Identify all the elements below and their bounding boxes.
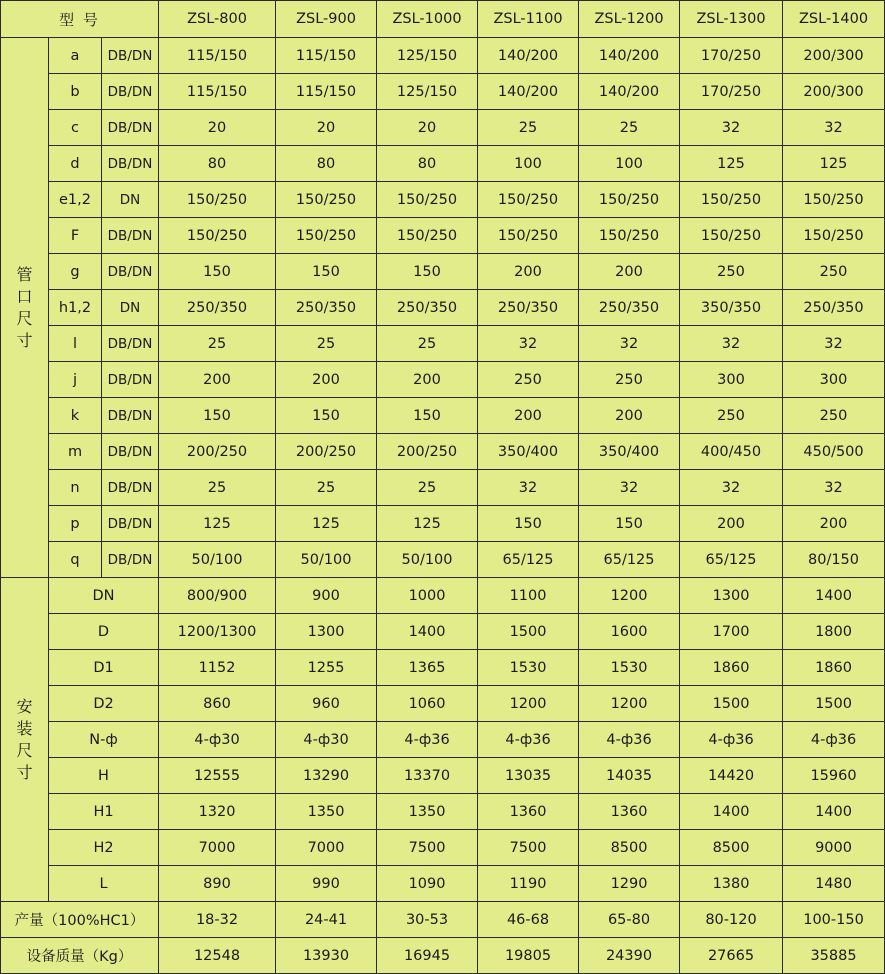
- row-code: a: [49, 38, 102, 74]
- value-cell: 9000: [783, 830, 885, 866]
- value-cell: 1090: [377, 866, 478, 902]
- value-cell: 8500: [680, 830, 783, 866]
- row-code: q: [49, 542, 102, 578]
- value-cell: 150/250: [783, 182, 885, 218]
- value-cell: 32: [478, 470, 579, 506]
- value-cell: 65/125: [680, 542, 783, 578]
- value-cell: 150: [377, 254, 478, 290]
- value-cell: 1200: [579, 686, 680, 722]
- row-unit: DB/DN: [102, 542, 159, 578]
- table-row: [1, 254, 885, 290]
- value-cell: 4-ф36: [783, 722, 885, 758]
- row-code: l: [49, 326, 102, 362]
- value-cell: 400/450: [680, 434, 783, 470]
- value-cell: 350/350: [680, 290, 783, 326]
- value-cell: 1500: [783, 686, 885, 722]
- value-cell: 7000: [276, 830, 377, 866]
- value-cell: 30-53: [377, 902, 478, 938]
- value-cell: 18-32: [159, 902, 276, 938]
- value-cell: 32: [680, 110, 783, 146]
- value-cell: 1480: [783, 866, 885, 902]
- value-cell: 32: [783, 110, 885, 146]
- value-cell: 200: [579, 254, 680, 290]
- value-cell: 150/250: [478, 218, 579, 254]
- value-cell: 4-ф36: [478, 722, 579, 758]
- row-code: h1,2: [49, 290, 102, 326]
- row-code: n: [49, 470, 102, 506]
- value-cell: 25: [377, 470, 478, 506]
- value-cell: 125: [783, 146, 885, 182]
- value-cell: 250/350: [276, 290, 377, 326]
- value-cell: 1300: [680, 578, 783, 614]
- row-code: c: [49, 110, 102, 146]
- value-cell: 150: [579, 506, 680, 542]
- row-code: F: [49, 218, 102, 254]
- value-cell: 200/250: [159, 434, 276, 470]
- value-cell: 150: [377, 398, 478, 434]
- value-cell: 150: [276, 254, 377, 290]
- value-cell: 1300: [276, 614, 377, 650]
- value-cell: 200: [377, 362, 478, 398]
- value-cell: 350/400: [579, 434, 680, 470]
- value-cell: 250: [680, 398, 783, 434]
- value-cell: 150/250: [159, 182, 276, 218]
- value-cell: 1200: [478, 686, 579, 722]
- row-unit: DB/DN: [102, 74, 159, 110]
- row-unit: DN: [102, 290, 159, 326]
- group-label-install-size: 安 装 尺 寸: [1, 578, 49, 902]
- table-row: [1, 290, 885, 326]
- value-cell: 140/200: [579, 38, 680, 74]
- value-cell: 20: [276, 110, 377, 146]
- value-cell: 250/350: [783, 290, 885, 326]
- value-cell: 170/250: [680, 38, 783, 74]
- table-row: [1, 866, 885, 902]
- value-cell: 32: [680, 326, 783, 362]
- value-cell: 20: [159, 110, 276, 146]
- value-cell: 990: [276, 866, 377, 902]
- row-unit: DB/DN: [102, 146, 159, 182]
- value-cell: 200: [159, 362, 276, 398]
- header-title: 型 号: [1, 1, 159, 38]
- footer-row: [1, 902, 885, 938]
- value-cell: 150/250: [478, 182, 579, 218]
- row-code: m: [49, 434, 102, 470]
- value-cell: 1060: [377, 686, 478, 722]
- model-header: ZSL-800: [159, 1, 276, 38]
- value-cell: 65-80: [579, 902, 680, 938]
- value-cell: 14035: [579, 758, 680, 794]
- value-cell: 25: [276, 326, 377, 362]
- value-cell: 1190: [478, 866, 579, 902]
- value-cell: 32: [579, 470, 680, 506]
- value-cell: 1600: [579, 614, 680, 650]
- value-cell: 1400: [783, 794, 885, 830]
- value-cell: 150/250: [680, 218, 783, 254]
- value-cell: 200: [680, 506, 783, 542]
- row-unit: DB/DN: [102, 398, 159, 434]
- value-cell: 1860: [680, 650, 783, 686]
- value-cell: 115/150: [276, 38, 377, 74]
- value-cell: 1350: [276, 794, 377, 830]
- row-unit: DB/DN: [102, 434, 159, 470]
- row-unit: DB/DN: [102, 506, 159, 542]
- table-row: [1, 722, 885, 758]
- table-row: [1, 74, 885, 110]
- value-cell: 13290: [276, 758, 377, 794]
- value-cell: 80-120: [680, 902, 783, 938]
- row-code: D2: [49, 686, 159, 722]
- value-cell: 150/250: [276, 218, 377, 254]
- value-cell: 200: [783, 506, 885, 542]
- row-code: k: [49, 398, 102, 434]
- value-cell: 115/150: [276, 74, 377, 110]
- value-cell: 1860: [783, 650, 885, 686]
- row-code: H2: [49, 830, 159, 866]
- row-code: H: [49, 758, 159, 794]
- value-cell: 13035: [478, 758, 579, 794]
- value-cell: 125/150: [377, 74, 478, 110]
- table-row: [1, 578, 885, 614]
- row-unit: DB/DN: [102, 254, 159, 290]
- value-cell: 24390: [579, 938, 680, 974]
- value-cell: 1152: [159, 650, 276, 686]
- value-cell: 200: [478, 254, 579, 290]
- value-cell: 25: [579, 110, 680, 146]
- table-row: [1, 326, 885, 362]
- value-cell: 1360: [478, 794, 579, 830]
- value-cell: 13930: [276, 938, 377, 974]
- value-cell: 65/125: [478, 542, 579, 578]
- value-cell: 65/125: [579, 542, 680, 578]
- value-cell: 150/250: [276, 182, 377, 218]
- value-cell: 1500: [478, 614, 579, 650]
- table-row: [1, 470, 885, 506]
- row-unit: DB/DN: [102, 218, 159, 254]
- value-cell: 150: [159, 398, 276, 434]
- value-cell: 150/250: [159, 218, 276, 254]
- table-row: [1, 398, 885, 434]
- value-cell: 150: [276, 398, 377, 434]
- value-cell: 125: [159, 506, 276, 542]
- value-cell: 125: [377, 506, 478, 542]
- value-cell: 250/350: [159, 290, 276, 326]
- table-row: [1, 362, 885, 398]
- value-cell: 1100: [478, 578, 579, 614]
- value-cell: 25: [276, 470, 377, 506]
- row-unit: DB/DN: [102, 362, 159, 398]
- header-row: [1, 1, 885, 38]
- row-unit: DN: [102, 182, 159, 218]
- value-cell: 7500: [478, 830, 579, 866]
- value-cell: 960: [276, 686, 377, 722]
- row-unit: DB/DN: [102, 110, 159, 146]
- row-unit: DB/DN: [102, 38, 159, 74]
- value-cell: 450/500: [783, 434, 885, 470]
- value-cell: 150/250: [377, 182, 478, 218]
- value-cell: 1380: [680, 866, 783, 902]
- value-cell: 50/100: [377, 542, 478, 578]
- value-cell: 32: [579, 326, 680, 362]
- value-cell: 32: [783, 470, 885, 506]
- value-cell: 100: [478, 146, 579, 182]
- row-code: e1,2: [49, 182, 102, 218]
- row-code: D1: [49, 650, 159, 686]
- value-cell: 1500: [680, 686, 783, 722]
- value-cell: 32: [478, 326, 579, 362]
- value-cell: 25: [159, 326, 276, 362]
- value-cell: 250/350: [478, 290, 579, 326]
- value-cell: 250: [783, 254, 885, 290]
- value-cell: 250: [680, 254, 783, 290]
- value-cell: 19805: [478, 938, 579, 974]
- row-code: g: [49, 254, 102, 290]
- table-row: [1, 110, 885, 146]
- value-cell: 200/300: [783, 38, 885, 74]
- row-unit: DB/DN: [102, 326, 159, 362]
- value-cell: 15960: [783, 758, 885, 794]
- value-cell: 1800: [783, 614, 885, 650]
- value-cell: 1320: [159, 794, 276, 830]
- model-header: ZSL-1000: [377, 1, 478, 38]
- footer-row: [1, 938, 885, 974]
- value-cell: 20: [377, 110, 478, 146]
- value-cell: 50/100: [276, 542, 377, 578]
- row-code: j: [49, 362, 102, 398]
- value-cell: 900: [276, 578, 377, 614]
- value-cell: 200: [276, 362, 377, 398]
- table-row: [1, 830, 885, 866]
- value-cell: 150: [159, 254, 276, 290]
- value-cell: 1200/1300: [159, 614, 276, 650]
- value-cell: 24-41: [276, 902, 377, 938]
- row-code: L: [49, 866, 159, 902]
- value-cell: 150/250: [783, 218, 885, 254]
- value-cell: 4-ф36: [579, 722, 680, 758]
- value-cell: 250: [478, 362, 579, 398]
- value-cell: 8500: [579, 830, 680, 866]
- value-cell: 25: [377, 326, 478, 362]
- value-cell: 1530: [579, 650, 680, 686]
- value-cell: 115/150: [159, 38, 276, 74]
- value-cell: 4-ф36: [680, 722, 783, 758]
- model-header: ZSL-900: [276, 1, 377, 38]
- value-cell: 80: [377, 146, 478, 182]
- row-code: N-ф: [49, 722, 159, 758]
- value-cell: 13370: [377, 758, 478, 794]
- value-cell: 250: [579, 362, 680, 398]
- value-cell: 1365: [377, 650, 478, 686]
- value-cell: 200: [579, 398, 680, 434]
- table-row: [1, 182, 885, 218]
- value-cell: 7000: [159, 830, 276, 866]
- value-cell: 14420: [680, 758, 783, 794]
- table-row: [1, 614, 885, 650]
- row-code: DN: [49, 578, 159, 614]
- table-row: [1, 218, 885, 254]
- value-cell: 35885: [783, 938, 885, 974]
- value-cell: 32: [680, 470, 783, 506]
- row-code: p: [49, 506, 102, 542]
- value-cell: 100: [579, 146, 680, 182]
- value-cell: 300: [783, 362, 885, 398]
- value-cell: 1530: [478, 650, 579, 686]
- value-cell: 16945: [377, 938, 478, 974]
- value-cell: 140/200: [478, 38, 579, 74]
- value-cell: 800/900: [159, 578, 276, 614]
- value-cell: 170/250: [680, 74, 783, 110]
- row-code: H1: [49, 794, 159, 830]
- value-cell: 860: [159, 686, 276, 722]
- value-cell: 1400: [680, 794, 783, 830]
- value-cell: 1350: [377, 794, 478, 830]
- value-cell: 150/250: [377, 218, 478, 254]
- table-row: [1, 38, 885, 74]
- model-header: ZSL-1300: [680, 1, 783, 38]
- value-cell: 25: [159, 470, 276, 506]
- value-cell: 4-ф30: [276, 722, 377, 758]
- table-row: [1, 434, 885, 470]
- value-cell: 350/400: [478, 434, 579, 470]
- value-cell: 150/250: [579, 182, 680, 218]
- value-cell: 4-ф30: [159, 722, 276, 758]
- table-row: [1, 686, 885, 722]
- value-cell: 27665: [680, 938, 783, 974]
- value-cell: 1200: [579, 578, 680, 614]
- footer-label: 产量（100%HC1）: [1, 902, 159, 938]
- value-cell: 12555: [159, 758, 276, 794]
- value-cell: 250: [783, 398, 885, 434]
- row-code: d: [49, 146, 102, 182]
- value-cell: 200/250: [276, 434, 377, 470]
- value-cell: 1360: [579, 794, 680, 830]
- value-cell: 25: [478, 110, 579, 146]
- value-cell: 46-68: [478, 902, 579, 938]
- model-header: ZSL-1200: [579, 1, 680, 38]
- value-cell: 7500: [377, 830, 478, 866]
- value-cell: 4-ф36: [377, 722, 478, 758]
- value-cell: 1000: [377, 578, 478, 614]
- value-cell: 150/250: [680, 182, 783, 218]
- table-row: [1, 542, 885, 578]
- value-cell: 125/150: [377, 38, 478, 74]
- row-code: b: [49, 74, 102, 110]
- table-row: [1, 758, 885, 794]
- value-cell: 125: [680, 146, 783, 182]
- table-row: [1, 794, 885, 830]
- table-row: [1, 650, 885, 686]
- value-cell: 115/150: [159, 74, 276, 110]
- value-cell: 890: [159, 866, 276, 902]
- table-row: [1, 146, 885, 182]
- value-cell: 140/200: [478, 74, 579, 110]
- table-row: [1, 506, 885, 542]
- value-cell: 80: [276, 146, 377, 182]
- value-cell: 80: [159, 146, 276, 182]
- value-cell: 1700: [680, 614, 783, 650]
- model-header: ZSL-1400: [783, 1, 885, 38]
- group-label-pipe-size: 管 口 尺 寸: [1, 38, 49, 578]
- value-cell: 100-150: [783, 902, 885, 938]
- value-cell: 150/250: [579, 218, 680, 254]
- footer-label: 设备质量（Kg）: [1, 938, 159, 974]
- row-code: D: [49, 614, 159, 650]
- value-cell: 12548: [159, 938, 276, 974]
- value-cell: 150: [478, 506, 579, 542]
- value-cell: 1400: [783, 578, 885, 614]
- value-cell: 1290: [579, 866, 680, 902]
- value-cell: 32: [783, 326, 885, 362]
- row-unit: DB/DN: [102, 470, 159, 506]
- value-cell: 1255: [276, 650, 377, 686]
- value-cell: 200: [478, 398, 579, 434]
- value-cell: 200/300: [783, 74, 885, 110]
- value-cell: 140/200: [579, 74, 680, 110]
- value-cell: 80/150: [783, 542, 885, 578]
- value-cell: 1400: [377, 614, 478, 650]
- value-cell: 250/350: [579, 290, 680, 326]
- value-cell: 125: [276, 506, 377, 542]
- value-cell: 300: [680, 362, 783, 398]
- value-cell: 250/350: [377, 290, 478, 326]
- model-header: ZSL-1100: [478, 1, 579, 38]
- value-cell: 200/250: [377, 434, 478, 470]
- value-cell: 50/100: [159, 542, 276, 578]
